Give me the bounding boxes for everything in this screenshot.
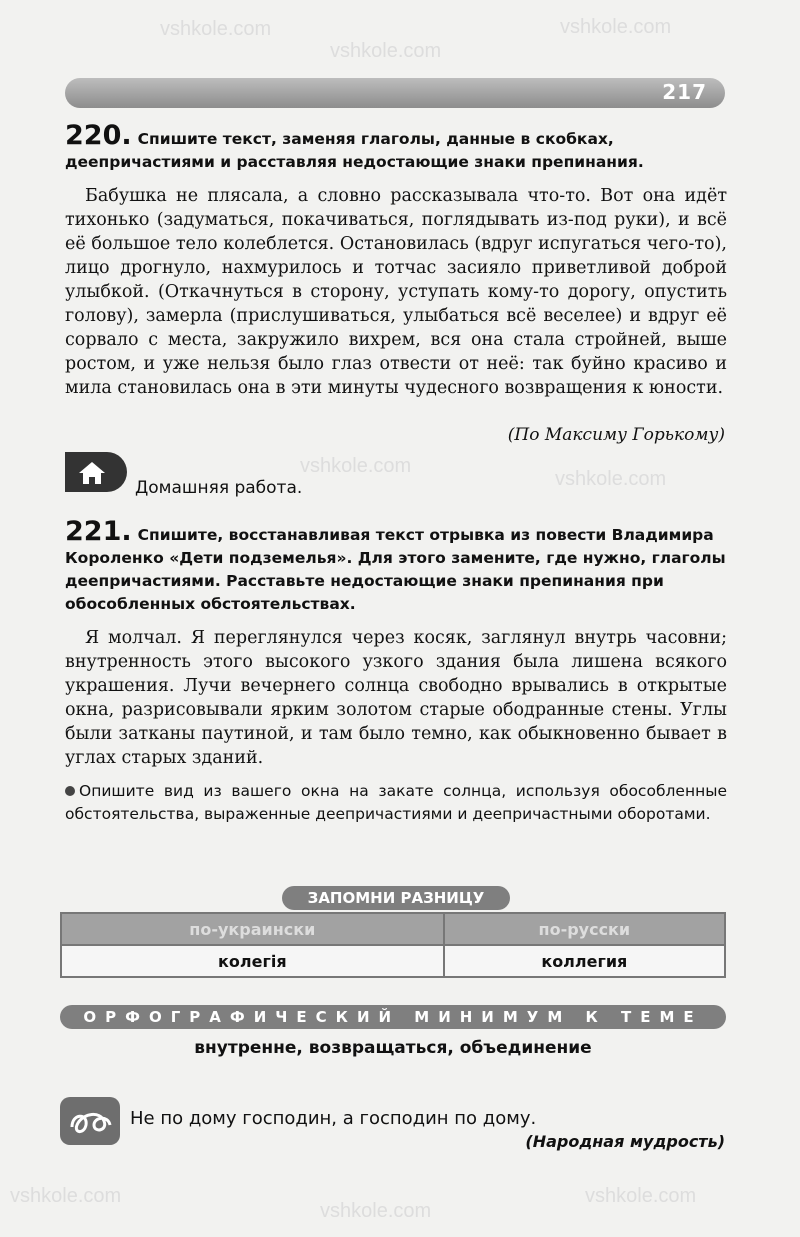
watermark: vshkole.com bbox=[320, 1200, 432, 1222]
orthographic-title: ОРФОГРАФИЧЕСКИЙ МИНИМУМ К ТЕМЕ bbox=[60, 1005, 726, 1029]
exercise-220-task bbox=[65, 120, 727, 174]
remember-title: ЗАПОМНИ РАЗНИЦУ bbox=[282, 886, 510, 910]
watermark: vshkole.com bbox=[555, 468, 667, 490]
extra-task bbox=[65, 780, 727, 826]
watermark: vshkole.com bbox=[10, 1185, 122, 1207]
column-ukrainian: по-украински bbox=[61, 913, 444, 945]
watermark: vshkole.com bbox=[330, 40, 442, 62]
text-author: (По Максиму Горькому) bbox=[507, 425, 725, 445]
exercise-number: 221. bbox=[65, 516, 132, 547]
exercise-number: 220. bbox=[65, 120, 132, 151]
page-number: 217 bbox=[662, 80, 707, 104]
exercise-221-task bbox=[65, 516, 727, 616]
table-header-row bbox=[61, 913, 725, 945]
watermark: vshkole.com bbox=[560, 16, 672, 38]
watermark: vshkole.com bbox=[585, 1185, 697, 1207]
exercise-instruction: Спишите, восстанавливая текст отрывка из повести Владимира Короленко «Дети подземелья». Для этого замените, где нужно, глаголы деепричастиями. Расставьте недостающие знаки препинания при обособленных обстоятельствах. bbox=[65, 526, 726, 613]
page-header-bar bbox=[65, 78, 725, 108]
bullet-icon bbox=[65, 786, 75, 796]
word-russian: коллегия bbox=[444, 945, 725, 977]
watermark: vshkole.com bbox=[300, 455, 412, 477]
house-icon bbox=[65, 452, 127, 492]
extra-task-text: Опишите вид из вашего окна на закате солнца, используя обособленные обстоятельства, выраженные деепричастиями и деепричастными оборотами. bbox=[65, 782, 727, 823]
proverb-source: (Народная мудрость) bbox=[525, 1132, 725, 1151]
exercise-instruction: Спишите текст, заменяя глаголы, данные в скобках, деепричастиями и расставляя недостающие знаки препинания. bbox=[65, 130, 644, 171]
table-row bbox=[61, 945, 725, 977]
exercise-220-text: Бабушка не плясала, а словно рассказывала что-то. Вот она идёт тихонько (задуматься, покачиваться, поглядывать из-под руки), и всё её большое тело колеблется. Остановилась (вдруг испугаться чего-то), лицо дрогнуло, нахмурилось и тотчас засияло приветливой доброй улыбкой. (Откачнуться в сторону, уступать кому-то дорогу, опустить голову), замерла (прислушиваться, улыбаться всё веселее) и вдруг её сорвало с места, закружило вихрем, вся она стала стройней, выше ростом, и уже нельзя было глаз отвести от неё: так буйно красиво и мила становилась она в эти минуты чудесного возвращения к юности. bbox=[65, 186, 727, 398]
word-ukrainian: колегія bbox=[61, 945, 444, 977]
orthographic-words: внутренне, возвращаться, объединение bbox=[194, 1038, 592, 1058]
proverb-text: Не по дому господин, а господин по дому. bbox=[130, 1108, 537, 1129]
column-russian: по-русски bbox=[444, 913, 725, 945]
watermark: vshkole.com bbox=[160, 18, 272, 40]
comparison-table bbox=[60, 912, 726, 978]
homework-label: Домашняя работа. bbox=[135, 478, 303, 498]
ornament-icon bbox=[60, 1097, 120, 1145]
exercise-221-text: Я молчал. Я переглянулся через косяк, заглянул внутрь часовни; внутренность этого высокого узкого здания была лишена всякого украшения. Лучи вечернего солнца свободно врывались в открытые окна, разрисовывали ярким золотом старые ободранные стены. Углы были затканы паутиной, и там было темно, как обыкновенно бывает в углах старых зданий. bbox=[65, 628, 727, 768]
